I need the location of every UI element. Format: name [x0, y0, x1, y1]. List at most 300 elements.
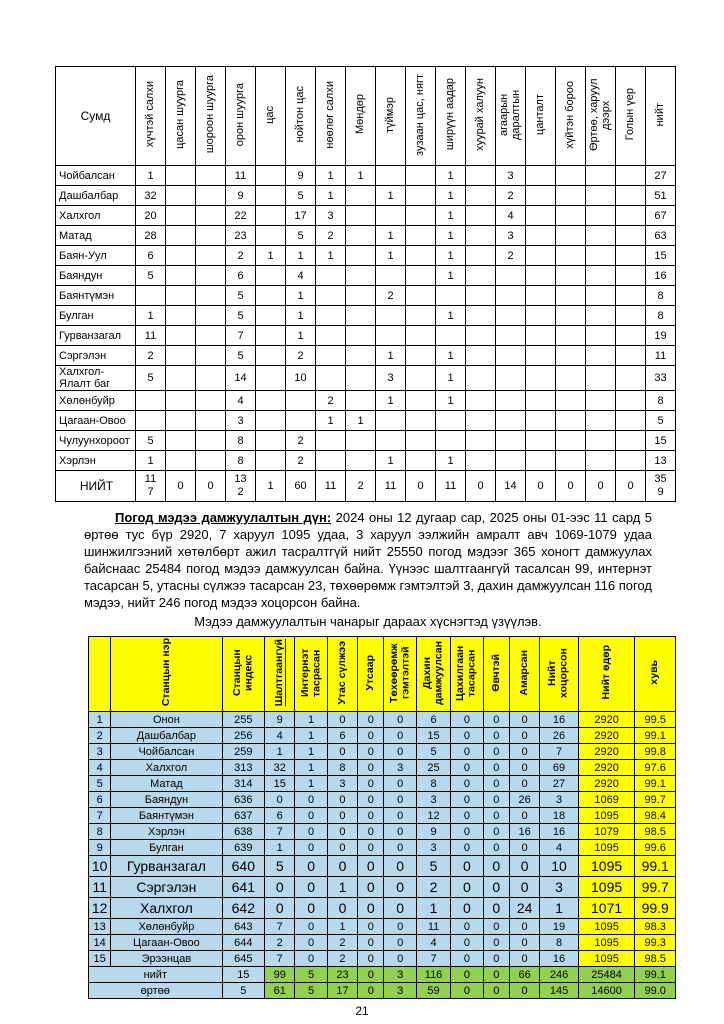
station-cell: 0	[509, 856, 539, 877]
station-total-days: 2920	[578, 776, 635, 792]
weather-column-header	[346, 67, 376, 166]
station-cell: 16	[540, 712, 578, 728]
weather-cell: 16	[646, 266, 676, 286]
weather-cell: 1	[316, 166, 346, 186]
table-caption: Мэдээ дамжуулалтын чанарыг дараах хүснэгтэд үзүүлэв.	[194, 614, 542, 629]
weather-column-header	[556, 67, 586, 166]
station-cell: 0	[483, 898, 509, 919]
station-column-header-label: Шалтгаангүй	[272, 638, 285, 707]
weather-column-header	[586, 67, 616, 166]
weather-cell	[166, 306, 196, 326]
summary-cell: 246	[540, 967, 578, 983]
weather-cell: 5	[286, 186, 316, 206]
weather-cell: 1	[286, 286, 316, 306]
station-cell: 1	[295, 728, 327, 744]
station-cell: 0	[295, 824, 327, 840]
weather-cell: 8	[646, 306, 676, 326]
station-cell: 0	[483, 824, 509, 840]
station-cell: 7	[540, 744, 578, 760]
weather-total-cell	[286, 471, 316, 502]
station-cell: 25	[416, 760, 450, 776]
weather-cell	[586, 266, 616, 286]
weather-total-cell	[466, 471, 496, 502]
weather-cell	[616, 166, 646, 186]
station-row	[89, 744, 676, 760]
weather-cell: 1	[376, 226, 406, 246]
weather-cell	[256, 431, 286, 451]
station-cell: 0	[358, 919, 384, 935]
station-cell: 3	[540, 792, 578, 808]
station-column-header-label: Нийт хоцорсон	[546, 647, 571, 698]
weather-total-value: 0	[477, 479, 484, 492]
summary-cell: 0	[358, 967, 384, 983]
weather-cell	[316, 431, 346, 451]
station-cell: 0	[451, 728, 483, 744]
station-index: 314	[222, 776, 265, 792]
weather-cell: 3	[496, 226, 526, 246]
weather-cell	[616, 266, 646, 286]
station-cell: 0	[384, 951, 416, 967]
station-cell: 3	[540, 877, 578, 898]
weather-cell	[406, 451, 436, 471]
weather-total-cell	[526, 471, 556, 502]
weather-total-value: 11	[324, 479, 337, 492]
weather-cell	[496, 431, 526, 451]
weather-cell	[316, 346, 346, 366]
weather-cell	[376, 411, 406, 431]
weather-cell	[316, 306, 346, 326]
weather-cell	[166, 326, 196, 346]
weather-cell	[256, 266, 286, 286]
weather-cell	[496, 391, 526, 411]
weather-cell	[586, 346, 616, 366]
soum-name: Баяндун	[56, 266, 136, 286]
weather-cell: 20	[136, 206, 166, 226]
weather-cell	[376, 166, 406, 186]
weather-cell	[346, 246, 376, 266]
summary-cell: 0	[451, 983, 483, 999]
station-cell: 1	[416, 898, 450, 919]
summary-total-days: 25484	[578, 967, 635, 983]
station-row	[89, 877, 676, 898]
weather-cell: 5	[136, 431, 166, 451]
weather-cell	[466, 366, 496, 391]
weather-cell	[586, 431, 616, 451]
weather-cell: 13	[646, 451, 676, 471]
weather-cell: 33	[646, 366, 676, 391]
weather-cell	[556, 306, 586, 326]
station-cell: 0	[483, 840, 509, 856]
weather-cell: 1	[436, 391, 466, 411]
weather-cell	[556, 266, 586, 286]
station-column-header-label: Утас сүлжээ	[335, 640, 348, 705]
weather-cell	[556, 326, 586, 346]
station-name: Сэргэлэн	[111, 877, 222, 898]
weather-column-header	[526, 67, 556, 166]
station-row	[89, 840, 676, 856]
station-cell: 19	[540, 919, 578, 935]
weather-cell: 3	[226, 411, 256, 431]
station-number: 15	[89, 951, 111, 967]
station-row	[89, 728, 676, 744]
weather-cell: 2	[226, 246, 256, 266]
weather-cell	[196, 411, 226, 431]
weather-cell	[556, 366, 586, 391]
station-cell: 0	[509, 808, 539, 824]
station-cell: 11	[416, 919, 450, 935]
station-name: Чойбалсан	[111, 744, 222, 760]
station-cell: 0	[384, 792, 416, 808]
weather-cell: 1	[346, 411, 376, 431]
station-index: 641	[222, 877, 265, 898]
weather-cell: 17	[286, 206, 316, 226]
station-cell: 0	[327, 712, 357, 728]
weather-cell	[526, 186, 556, 206]
station-cell: 0	[509, 728, 539, 744]
station-total-days: 1079	[578, 824, 635, 840]
weather-cell	[466, 451, 496, 471]
station-cell: 0	[358, 808, 384, 824]
station-cell: 16	[509, 824, 539, 840]
weather-cell	[616, 206, 646, 226]
station-cell: 0	[451, 792, 483, 808]
weather-cell	[346, 206, 376, 226]
weather-column-header	[496, 67, 526, 166]
weather-cell	[496, 346, 526, 366]
weather-column-header	[616, 67, 646, 166]
weather-cell	[466, 306, 496, 326]
weather-cell	[166, 366, 196, 391]
summary-cell: 3	[384, 967, 416, 983]
weather-cell	[166, 186, 196, 206]
station-percent: 99.7	[635, 877, 676, 898]
station-cell: 0	[265, 898, 295, 919]
weather-cell	[556, 346, 586, 366]
weather-cell	[196, 451, 226, 471]
weather-cell	[346, 226, 376, 246]
weather-cell	[556, 391, 586, 411]
weather-cell	[166, 206, 196, 226]
weather-cell	[346, 391, 376, 411]
station-cell: 18	[540, 808, 578, 824]
weather-column-header-label: ширүүн аадар	[443, 78, 456, 151]
weather-cell	[586, 366, 616, 391]
weather-column-header-label: цасан шуурга	[173, 80, 186, 149]
weather-cell: 2	[496, 246, 526, 266]
weather-column-header-label: нөөлөг салхи	[323, 80, 336, 149]
weather-cell	[616, 431, 646, 451]
station-cell: 0	[327, 792, 357, 808]
soum-name: Сэргэлэн	[56, 346, 136, 366]
station-name: Матад	[111, 776, 222, 792]
weather-cell	[316, 326, 346, 346]
weather-total-cell	[136, 471, 166, 502]
station-number: 14	[89, 935, 111, 951]
station-cell: 0	[384, 935, 416, 951]
weather-cell	[406, 366, 436, 391]
station-column-header-label: Төхөөрөмж гэмтэлтэй	[387, 642, 412, 703]
station-cell: 0	[295, 792, 327, 808]
station-cell: 0	[295, 951, 327, 967]
weather-total-value: 0	[537, 479, 544, 492]
station-cell: 0	[483, 951, 509, 967]
weather-cell	[406, 266, 436, 286]
station-cell: 16	[540, 951, 578, 967]
weather-cell: 1	[436, 451, 466, 471]
station-cell: 0	[483, 712, 509, 728]
weather-cell: 2	[376, 286, 406, 306]
station-total-days: 2920	[578, 744, 635, 760]
weather-cell: 11	[646, 346, 676, 366]
station-column-header-label: Нийт өдөр	[599, 645, 612, 700]
station-name: Дашбалбар	[111, 728, 222, 744]
station-cell: 8	[327, 760, 357, 776]
weather-cell	[586, 186, 616, 206]
station-cell: 0	[451, 898, 483, 919]
weather-table-header	[56, 67, 676, 166]
weather-cell: 8	[646, 286, 676, 306]
weather-cell	[166, 166, 196, 186]
station-cell: 0	[483, 776, 509, 792]
corner-header-sumd: Сумд	[56, 67, 136, 166]
station-cell: 0	[451, 744, 483, 760]
station-name: Булган	[111, 840, 222, 856]
station-cell: 0	[451, 776, 483, 792]
weather-cell	[196, 266, 226, 286]
station-total-days: 1095	[578, 877, 635, 898]
station-cell: 0	[483, 808, 509, 824]
summary-label: нийт	[89, 967, 223, 983]
weather-cell	[496, 286, 526, 306]
weather-column-header	[436, 67, 466, 166]
weather-total-value: 0	[207, 479, 214, 492]
soum-name: Баянтүмэн	[56, 286, 136, 306]
station-index: 642	[222, 898, 265, 919]
weather-cell: 14	[226, 366, 256, 391]
weather-row	[56, 186, 676, 206]
weather-cell: 1	[376, 186, 406, 206]
weather-column-header	[376, 67, 406, 166]
weather-total-value: 14	[504, 479, 517, 492]
station-cell: 2	[327, 935, 357, 951]
weather-cell	[316, 266, 346, 286]
weather-column-header-label: цас	[263, 105, 276, 124]
station-cell: 0	[384, 776, 416, 792]
weather-cell	[346, 431, 376, 451]
station-cell: 0	[358, 776, 384, 792]
weather-cell: 51	[646, 186, 676, 206]
summary-cell: 3	[384, 983, 416, 999]
weather-cell: 1	[436, 226, 466, 246]
weather-cell: 6	[136, 246, 166, 266]
weather-cell	[556, 411, 586, 431]
weather-cell	[346, 346, 376, 366]
station-column-header	[540, 637, 578, 712]
weather-cell: 1	[256, 246, 286, 266]
weather-cell	[406, 431, 436, 451]
station-column-header	[451, 637, 483, 712]
station-cell: 0	[358, 840, 384, 856]
weather-cell	[166, 451, 196, 471]
summary-index: 15	[222, 967, 265, 983]
station-cell: 7	[265, 951, 295, 967]
weather-cell: 1	[436, 366, 466, 391]
weather-cell	[256, 391, 286, 411]
weather-total-value: 132	[234, 473, 247, 498]
station-cell: 26	[509, 792, 539, 808]
station-total-days: 1071	[578, 898, 635, 919]
weather-cell: 1	[136, 166, 166, 186]
summary-percent: 99.0	[635, 983, 676, 999]
weather-cell: 1	[136, 306, 166, 326]
weather-cell	[616, 306, 646, 326]
weather-cell	[406, 391, 436, 411]
station-cell: 6	[265, 808, 295, 824]
weather-cell	[466, 226, 496, 246]
station-cell: 0	[384, 856, 416, 877]
station-cell: 0	[358, 760, 384, 776]
weather-total-row	[56, 471, 676, 502]
station-cell: 2	[265, 935, 295, 951]
weather-cell: 7	[226, 326, 256, 346]
station-cell: 1	[295, 760, 327, 776]
weather-column-header-label: хүчтэй салхи	[143, 81, 156, 148]
station-index: 644	[222, 935, 265, 951]
station-cell: 0	[327, 898, 357, 919]
station-number: 10	[89, 856, 111, 877]
station-cell: 3	[416, 840, 450, 856]
weather-cell: 19	[646, 326, 676, 346]
station-cell: 2	[327, 951, 357, 967]
weather-cell	[526, 306, 556, 326]
station-number: 12	[89, 898, 111, 919]
station-column-header	[635, 637, 676, 712]
station-cell: 0	[451, 824, 483, 840]
station-row	[89, 776, 676, 792]
weather-cell	[526, 206, 556, 226]
weather-total-cell	[496, 471, 526, 502]
station-row	[89, 935, 676, 951]
station-name: Цагаан-Овоо	[111, 935, 222, 951]
weather-cell	[466, 186, 496, 206]
summary-cell: 0	[483, 983, 509, 999]
station-cell: 0	[451, 712, 483, 728]
weather-column-header-label: цанталт	[533, 94, 546, 135]
transmission-quality-table	[88, 636, 676, 999]
station-column-header	[222, 637, 265, 712]
station-cell: 0	[451, 919, 483, 935]
summary-cell: 59	[416, 983, 450, 999]
weather-cell	[406, 166, 436, 186]
station-name: Хөлөнбуйр	[111, 919, 222, 935]
station-row	[89, 792, 676, 808]
summary-cell: 0	[451, 967, 483, 983]
weather-column-header-label: түймэр	[383, 96, 396, 133]
weather-column-header-label: агаарын даралтын	[497, 89, 522, 140]
weather-total-value: 0	[567, 479, 574, 492]
weather-cell: 2	[286, 451, 316, 471]
station-cell: 5	[416, 744, 450, 760]
weather-cell: 3	[316, 206, 346, 226]
station-cell: 0	[509, 951, 539, 967]
weather-cell: 28	[136, 226, 166, 246]
station-column-header-label: Өвчтэй	[489, 653, 502, 692]
summary-cell: 0	[483, 967, 509, 983]
weather-column-header-label: орон шуурга	[233, 82, 246, 147]
station-total-days: 1069	[578, 792, 635, 808]
station-cell: 1	[295, 712, 327, 728]
weather-cell	[496, 326, 526, 346]
weather-cell: 5	[226, 346, 256, 366]
station-row	[89, 856, 676, 877]
station-cell: 7	[416, 951, 450, 967]
station-column-header	[483, 637, 509, 712]
weather-cell	[436, 411, 466, 431]
weather-cell	[406, 306, 436, 326]
weather-cell	[526, 226, 556, 246]
weather-column-header-label: нойтон цас	[293, 86, 306, 143]
weather-cell: 5	[226, 306, 256, 326]
weather-cell: 5	[226, 286, 256, 306]
weather-cell	[466, 286, 496, 306]
station-cell: 9	[416, 824, 450, 840]
weather-cell	[586, 411, 616, 431]
weather-cell	[406, 186, 436, 206]
station-column-header-label: Амарсан	[517, 649, 530, 696]
weather-cell: 23	[226, 226, 256, 246]
weather-cell	[256, 411, 286, 431]
soum-name: Матад	[56, 226, 136, 246]
weather-cell: 1	[436, 246, 466, 266]
weather-cell	[346, 326, 376, 346]
weather-total-cell	[226, 471, 256, 502]
weather-column-header-label: Голын үер	[623, 88, 636, 141]
weather-cell	[166, 286, 196, 306]
summary-label: өртөө	[89, 983, 223, 999]
summary-row	[89, 983, 676, 999]
station-cell: 0	[384, 919, 416, 935]
weather-column-header	[196, 67, 226, 166]
station-cell: 2	[416, 877, 450, 898]
station-cell: 0	[509, 776, 539, 792]
weather-cell	[346, 306, 376, 326]
station-cell: 1	[540, 898, 578, 919]
weather-cell	[496, 411, 526, 431]
weather-cell	[526, 286, 556, 306]
station-cell: 12	[416, 808, 450, 824]
weather-column-header	[646, 67, 676, 166]
summary-cell: 99	[265, 967, 295, 983]
station-index: 638	[222, 824, 265, 840]
station-number: 11	[89, 877, 111, 898]
weather-row	[56, 246, 676, 266]
station-cell: 0	[509, 840, 539, 856]
weather-total-cell	[256, 471, 286, 502]
station-number: 1	[89, 712, 111, 728]
weather-cell: 1	[286, 306, 316, 326]
weather-cell: 1	[436, 306, 466, 326]
weather-cell	[466, 166, 496, 186]
weather-cell	[256, 326, 286, 346]
weather-total-value: 60	[294, 479, 307, 492]
weather-cell	[586, 226, 616, 246]
station-column-header-label: Станцын нэр	[159, 638, 172, 707]
weather-cell	[196, 166, 226, 186]
weather-cell: 1	[436, 346, 466, 366]
station-cell: 7	[265, 919, 295, 935]
summary-index: 5	[222, 983, 265, 999]
station-cell: 0	[295, 808, 327, 824]
